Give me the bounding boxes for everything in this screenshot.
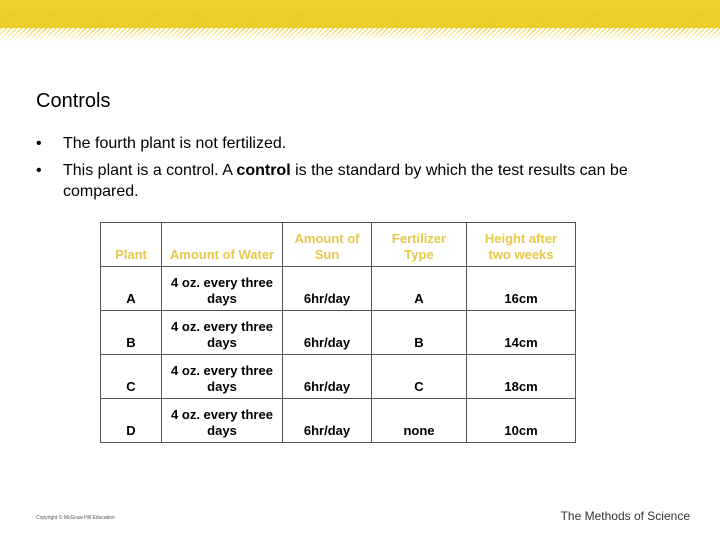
- bullet-text: This plant is a control. A: [63, 162, 237, 179]
- table-cell: 4 oz. every three days: [162, 399, 283, 443]
- slide-title: Controls: [36, 90, 111, 112]
- table-cell: 4 oz. every three days: [162, 355, 283, 399]
- table-row: [101, 399, 576, 443]
- bullet-bold-term: control: [236, 162, 291, 179]
- column-header: Plant: [101, 223, 162, 267]
- table-cell: 18cm: [467, 355, 576, 399]
- table-cell: 6hr/day: [283, 267, 372, 311]
- banner-fade: [0, 28, 720, 42]
- table-cell: A: [372, 267, 467, 311]
- footer-title: The Methods of Science: [560, 509, 690, 523]
- table-row: [101, 267, 576, 311]
- bullet-list: [36, 133, 676, 208]
- table-cell: C: [101, 355, 162, 399]
- table-header-row: [101, 223, 576, 267]
- bullet-text: The fourth plant is not fertilized.: [63, 135, 287, 152]
- column-header: Height after two weeks: [467, 223, 576, 267]
- table-cell: 6hr/day: [283, 399, 372, 443]
- data-table: [100, 222, 576, 443]
- table-cell: 16cm: [467, 267, 576, 311]
- table-cell: A: [101, 267, 162, 311]
- table-row: [101, 355, 576, 399]
- table-cell: 4 oz. every three days: [162, 267, 283, 311]
- table-cell: 10cm: [467, 399, 576, 443]
- column-header: Fertilizer Type: [372, 223, 467, 267]
- table-cell: 14cm: [467, 311, 576, 355]
- copyright: Copyright © McGraw-Hill Education: [36, 515, 115, 521]
- table-cell: 6hr/day: [283, 311, 372, 355]
- bullet-item: [36, 133, 676, 154]
- table-cell: D: [101, 399, 162, 443]
- table-cell: none: [372, 399, 467, 443]
- table-cell: 4 oz. every three days: [162, 311, 283, 355]
- table-cell: B: [101, 311, 162, 355]
- bullet-marker: •: [36, 135, 42, 152]
- table-cell: 6hr/day: [283, 355, 372, 399]
- bullet-marker: •: [36, 162, 42, 179]
- table-cell: B: [372, 311, 467, 355]
- column-header: Amount of Sun: [283, 223, 372, 267]
- bullet-text: is the standard by which the test results can be compared.: [63, 162, 628, 200]
- bullet-item: [36, 160, 676, 202]
- table-row: [101, 311, 576, 355]
- table-cell: C: [372, 355, 467, 399]
- column-header: Amount of Water: [162, 223, 283, 267]
